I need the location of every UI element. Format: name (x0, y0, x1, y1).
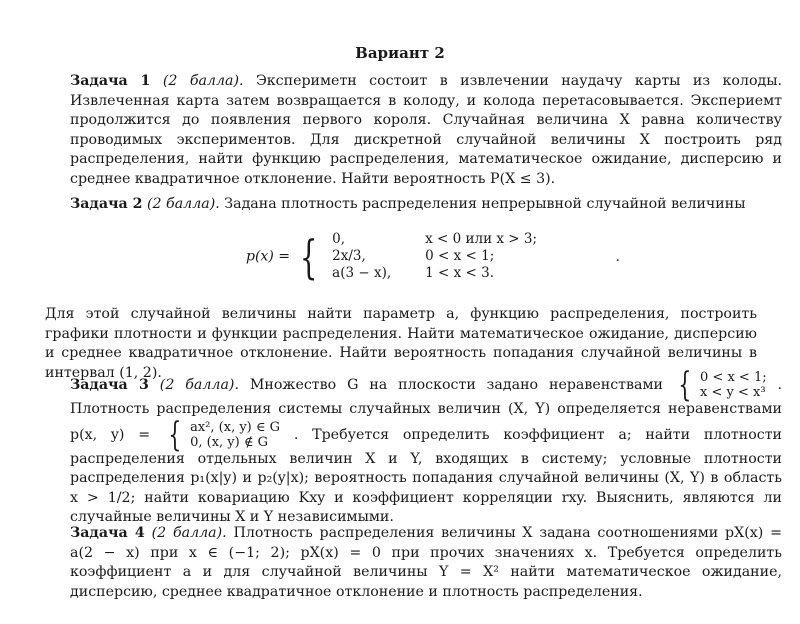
task-3 (45, 365, 783, 528)
density-formula (246, 231, 620, 282)
case-expr: a(3 − x), (332, 265, 392, 281)
formula-case (328, 248, 541, 265)
task-4-label: Задача 4 (70, 525, 145, 541)
system-line: 0 < x < 1; (700, 370, 767, 385)
system-expr: ax², (190, 419, 215, 435)
task-4 (45, 524, 782, 602)
formula-end: . (615, 248, 620, 265)
task-4-text: Плотность распределения величины X задана соотношениями pX(x) = a(2 − x) при x ∈ (−1; 2); pX(x) = 0 при прочих значениях x. Требуется определить коэффициент a и для случайной величины Y = X² найти математическое ожидание, дисперсию, среднее квадратичное отклонение и плотность распределения. (70, 525, 783, 600)
system-cond: (x, y) ∈ G (218, 419, 281, 435)
task-4-points: (2 балла). (151, 525, 227, 541)
case-expr: 0, (332, 231, 346, 247)
task-1 (45, 72, 782, 189)
formula-cases (328, 231, 541, 282)
formula-brace: { (300, 229, 318, 284)
case-cond: 0 < x < 1; (425, 248, 495, 264)
task-1-text: Эксперимeтн состоит в извлечении наудачу карты из колоды. Извлеченная карта затем возвращается в колоду, и колода перетасовывается. Экспериeмт продолжится до появления первого короля. Случайная величина X равна количеству проводимых экспериментов. Для дискретной случайной величины X построить ряд распределения, найти функцию распределения, математическое ожидание, дисперсию и среднее квадратичное отклонение. Найти вероятность P(X ≤ 3). (70, 73, 783, 187)
task-3-text-b: . Плотность распределения системы случайных величин (X, Y) определяется неравенствами p(x, y) = (70, 377, 783, 443)
task-2-intro: Задана плотность распределения непрерывной случайной величины (224, 196, 746, 212)
task-1-label: Задача 1 (70, 73, 151, 89)
task-2-rest: Для этой случайной величины найти параметр a, функцию распределения, построить графики плотности и функции распределения. Найти математическое ожидание, дисперсию и среднее квадратичное отклонение. Найти вероятность попадания случайной величины в интервал (1, 2). (45, 306, 757, 381)
task-2-label: Задача 2 (70, 196, 143, 212)
task-2-points: (2 балла). (146, 196, 220, 212)
task-3-text-a: Множество G на плоскости задано неравенствами (249, 377, 663, 393)
formula-case (328, 231, 541, 248)
page-title: Вариант 2 (355, 44, 445, 62)
case-expr: 2x/3, (332, 248, 366, 264)
region-system: { 0 < x < 1; x < y < x³ (678, 365, 767, 405)
case-cond: x < 0 или x > 3; (425, 231, 538, 247)
task-2 (45, 195, 782, 215)
task-1-points: (2 балла). (162, 73, 244, 89)
formula-lhs: p(x) = (246, 248, 290, 265)
task-3-points: (2 балла). (159, 377, 239, 393)
system-expr: 0, (190, 434, 203, 450)
formula-case (328, 265, 541, 282)
system-line: x < y < x³ (700, 385, 766, 400)
task-3-text-c: . Требуется определить коэффициент a; найти плотности распределения отдельных величин X и Y, входящих в систему; условные плотности распределения p₁(x|y) и p₂(y|x); вероятность попадания случайной величины (X, Y) в область x > 1/2; найти ковариацию Kxy и коэффициент корреляции rxy. Выяснить, являются ли случайные величины X и Y независимыми. (70, 426, 782, 525)
task-3-label: Задача 3 (70, 377, 149, 393)
system-cond: (x, y) ∉ G (206, 434, 268, 450)
case-cond: 1 < x < 3. (425, 265, 495, 281)
density-system: { ax², (x, y) ∈ G 0, (x, y) ∉ G (168, 414, 281, 455)
